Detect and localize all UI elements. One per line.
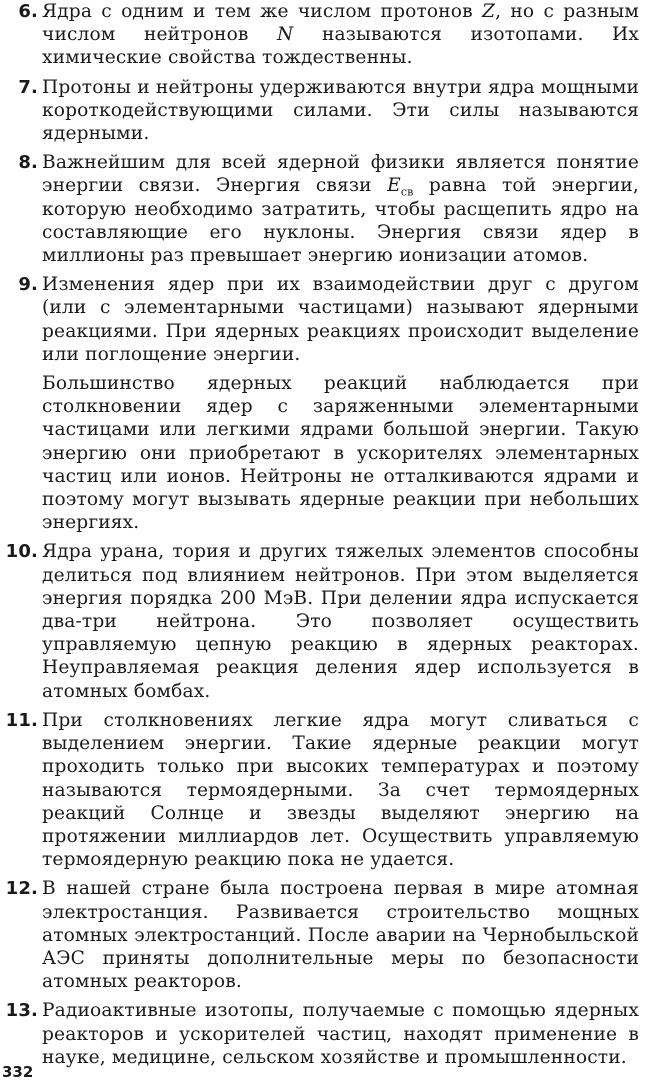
list-item-13 [0, 999, 647, 1069]
list-item-9 [0, 273, 647, 534]
list-item-11 [0, 709, 647, 871]
list-item-12 [0, 877, 647, 993]
item-paragraph: Изменения ядер при их взаимодействии друг с другом (или с элементарными частицами) называют ядерными реакциями. При ядерных реакциях происходит выделение или поглощение энергии. [42, 274, 639, 365]
item-paragraph: При столкновениях легкие ядра могут сливаться с выделением энергии. Такие ядерные реакции могут проходить только при высоких температурах и поэтому называются термоядерными. За счет термоядерных реакций Солнце и звезды выделяют энергию на протяжении миллиардов лет. Осуществить управляемую термоядерную реакцию пока не удается. [42, 709, 639, 871]
item-paragraph: В нашей стране была построена первая в мире атомная электростанция. Развивается строительство мощных атомных электростанций. После аварии на Чернобыльской АЭС приняты дополнительные меры по безопасности атомных реакторов. [42, 878, 639, 993]
item-number: 11. [5, 709, 38, 731]
item-number: 10. [5, 541, 38, 563]
list-item-7 [0, 76, 647, 146]
item-number: 8. [18, 152, 38, 174]
item-paragraph: Большинство ядерных реакций наблюдается при столкновении ядер с заряженными элементарными частицами или легкими ядрами большой энергии. Такую энергию они приобретают в ускорителях элементарных частиц или ионов. Нейтроны не отталкиваются ядрами и поэтому могут вызывать ядерные реакции при небольших энергиях. [42, 373, 639, 534]
item-paragraph: Важнейшим для всей ядерной физики является понятие энергии связи. Энергия связи $E_{св}$ равна той энергии, которую необходимо затратить, чтобы расщепить ядро на составляющие его нуклоны. Энергия связи ядер в миллионы раз превышает энергию ионизации атомов. [42, 152, 639, 267]
item-number: 12. [5, 878, 38, 900]
list-item-8 [0, 151, 647, 267]
item-number: 7. [18, 76, 38, 98]
item-number: 9. [18, 274, 38, 296]
item-paragraph: Ядра урана, тория и других тяжелых элементов способны делиться под влиянием нейтронов. При этом выделяется энергия порядка 200 МэВ. При делении ядра испускается два-три нейтрона. Это позволяет осуществить управляемую цепную реакцию в ядерных реакторах. Неуправляемая реакция деления ядер используется в атомных бомбах. [42, 541, 639, 702]
list-item-6 [0, 0, 647, 70]
item-paragraph: Радиоактивные изотопы, получаемые с помощью ядерных реакторов и ускорителей частиц, находят применение в науке, медицине, сельском хозяйстве и промышленности. [42, 1000, 639, 1068]
page-number: 332 [2, 1063, 34, 1081]
item-number: 13. [5, 1000, 38, 1022]
item-paragraph: Протоны и нейтроны удерживаются внутри ядра мощными короткодействующими силами. Эти силы называются ядерными. [42, 76, 639, 145]
item-paragraph: Ядра с одним и тем же числом протонов Z, но с разным числом нейтронов N называются изотопами. Их химические свойства тождественны. [42, 1, 639, 69]
item-number: 6. [18, 1, 38, 22]
list-item-10 [0, 540, 647, 702]
